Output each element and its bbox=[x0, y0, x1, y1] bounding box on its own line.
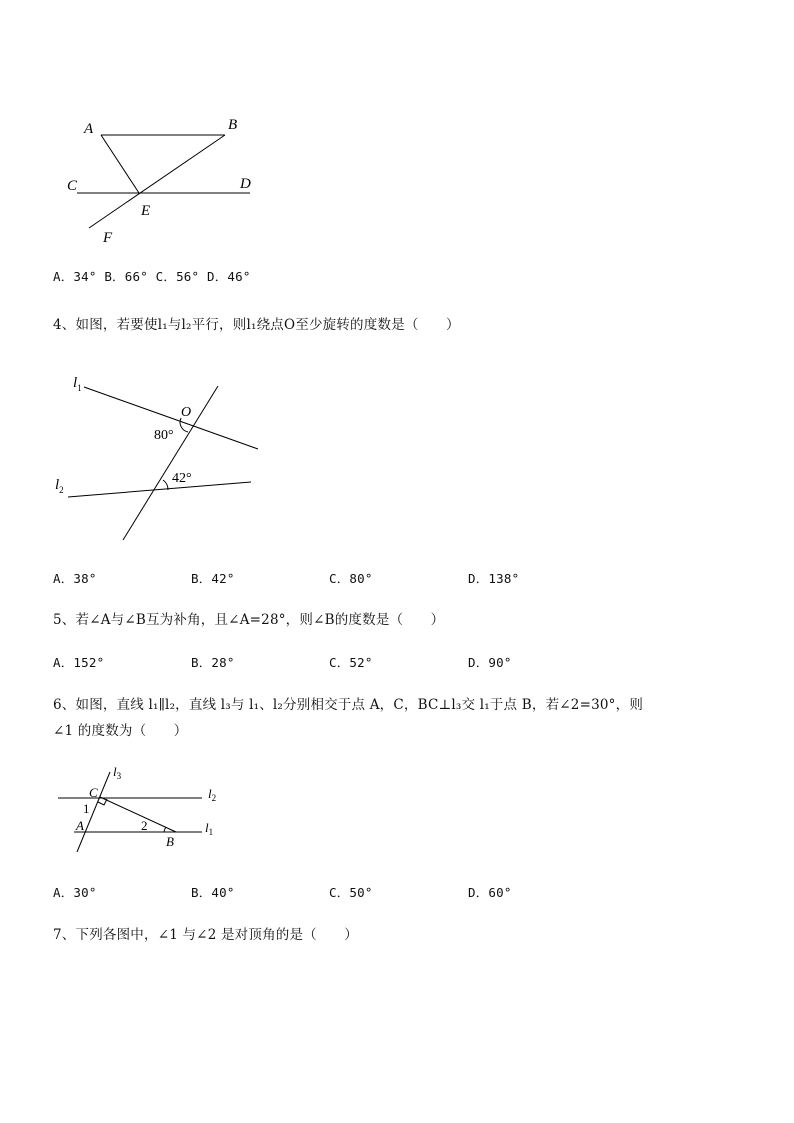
q3-line-bf bbox=[89, 135, 225, 228]
q5-option-a: A．152° bbox=[53, 655, 105, 670]
q6-segment-bc bbox=[100, 797, 176, 832]
q4-angle-80-label: 80° bbox=[154, 428, 174, 443]
q7-stem: 7、下列各图中，∠1 与∠2 是对顶角的是（ ） bbox=[53, 927, 358, 943]
q4-label-o: O bbox=[181, 405, 192, 420]
q4-transversal bbox=[123, 386, 218, 540]
q4-line-l2 bbox=[68, 482, 251, 497]
q3-label-b: B bbox=[228, 117, 238, 133]
q3-label-d: D bbox=[240, 176, 251, 192]
q3-figure bbox=[60, 110, 270, 250]
q6-angle-arc-2 bbox=[164, 827, 166, 832]
q6-line-l3 bbox=[77, 772, 110, 852]
q3-label-a: A bbox=[84, 121, 94, 137]
q3-label-c: C bbox=[67, 178, 78, 194]
q4-option-c: C．80° bbox=[329, 571, 373, 586]
q6-option-a: A．30° bbox=[53, 885, 97, 900]
q6-label-b: B bbox=[166, 834, 174, 849]
q6-figure bbox=[50, 760, 230, 855]
q6-label-angle-1: 1 bbox=[83, 801, 90, 816]
q5-option-d: D．90° bbox=[468, 655, 512, 670]
q3-segment-ae bbox=[101, 135, 139, 193]
q6-option-b: B．40° bbox=[191, 885, 235, 900]
q4-stem: 4、如图，若要使l₁与l₂平行，则l₁绕点O至少旋转的度数是（ ） bbox=[53, 317, 460, 333]
q3-options: A．34° B．66° C．56° D．46° bbox=[53, 269, 251, 284]
q6-option-c: C．50° bbox=[329, 885, 373, 900]
q4-option-a: A．38° bbox=[53, 571, 97, 586]
q6-label-l2: $l_2$ bbox=[208, 786, 217, 803]
q5-option-c: C．52° bbox=[329, 655, 373, 670]
q6-label-c: C bbox=[89, 785, 98, 800]
q6-label-angle-2: 2 bbox=[141, 818, 148, 833]
q6-option-d: D．60° bbox=[468, 885, 512, 900]
q4-label-l2: $l_2$ bbox=[55, 477, 64, 495]
q4-option-d: D．138° bbox=[468, 571, 520, 586]
q6-label-l3: $l_3$ bbox=[113, 764, 122, 781]
q3-label-f: F bbox=[103, 230, 113, 246]
q3-label-e: E bbox=[141, 203, 151, 219]
q6-label-a: A bbox=[76, 818, 84, 833]
q6-label-l1: $l_1$ bbox=[205, 820, 214, 837]
q4-angle-arc-80 bbox=[180, 418, 188, 432]
q4-angle-42-label: 42° bbox=[172, 471, 192, 486]
q4-figure bbox=[50, 370, 270, 545]
q4-option-b: B．42° bbox=[191, 571, 235, 586]
q4-label-l1: $l_1$ bbox=[73, 375, 82, 393]
q6-stem-line2: ∠1 的度数为（ ） bbox=[53, 723, 188, 739]
q5-option-b: B．28° bbox=[191, 655, 235, 670]
q5-stem: 5、若∠A与∠B互为补角，且∠A=28°，则∠B的度数是（ ） bbox=[53, 612, 445, 628]
q6-stem-line1: 6、如图，直线 l₁∥l₂，直线 l₃与 l₁、l₂分别相交于点 A，C，BC⊥l₃交 l₁于点 B，若∠2=30°，则 bbox=[53, 697, 644, 713]
